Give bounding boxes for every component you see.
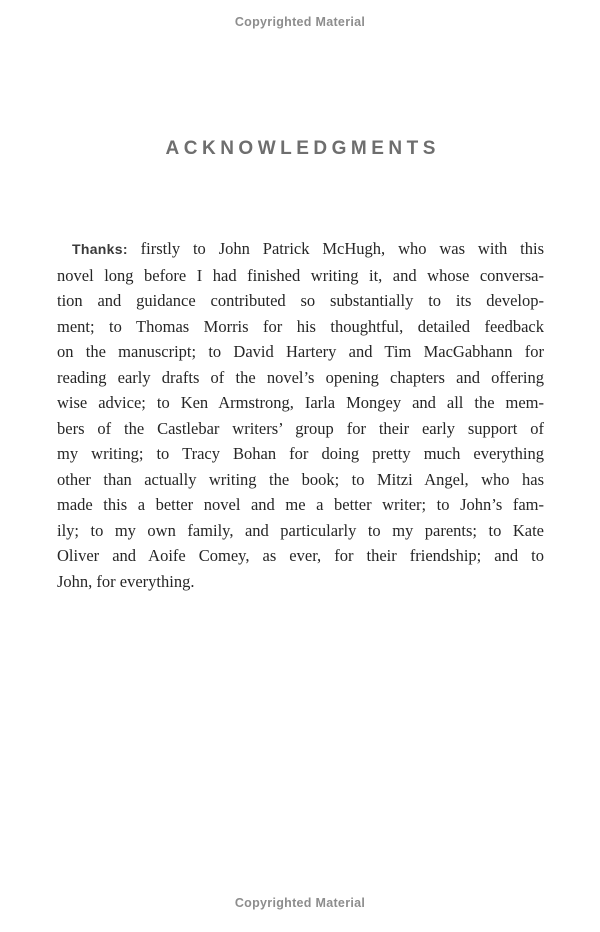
paragraph-line: ment; to Thomas Morris for his thoughtful, detailed feedback: [57, 316, 544, 336]
page-heading: ACKNOWLEDGMENTS: [165, 138, 440, 159]
paragraph-line: [57, 236, 544, 263]
paragraph-line: reading early drafts of the novel’s opening chapters and offering: [57, 367, 544, 387]
paragraph-line: my writing; to Tracy Bohan for doing pretty much everything: [57, 444, 544, 463]
paragraph-line: John, for everything.: [57, 571, 195, 591]
paragraph-line: on the manuscript; to David Hartery and Tim MacGabhann for: [57, 342, 544, 361]
paragraph-line: other than actually writing the book; to Mitzi Angel, who has: [57, 469, 544, 489]
paragraph-line: made this a better novel and me a better writer; to John’s fam-: [57, 495, 544, 514]
paragraph-line: tion and guidance contributed so substantially to its develop-: [57, 291, 544, 310]
paragraph-line: ily; to my own family, and particularly to my parents; to Kate: [57, 520, 544, 540]
paragraph-line: Oliver and Aoife Comey, as ever, for their friendship; and to: [57, 546, 544, 565]
paragraph-line: novel long before I had finished writing it, and whose conversa-: [57, 265, 544, 285]
thanks-lead: Thanks:: [72, 241, 128, 257]
paragraph-line: wise advice; to Ken Armstrong, Iarla Mongey and all the mem-: [57, 393, 544, 412]
acknowledgments-paragraph: [57, 236, 544, 594]
paragraph-line: bers of the Castlebar writers’ group for their early support of: [57, 418, 544, 438]
paragraph-line-text: firstly to John Patrick McHugh, who was with this: [140, 239, 544, 258]
copyright-notice-bottom: Copyrighted Material: [234, 896, 366, 910]
copyright-notice-top: Copyrighted Material: [234, 15, 366, 29]
